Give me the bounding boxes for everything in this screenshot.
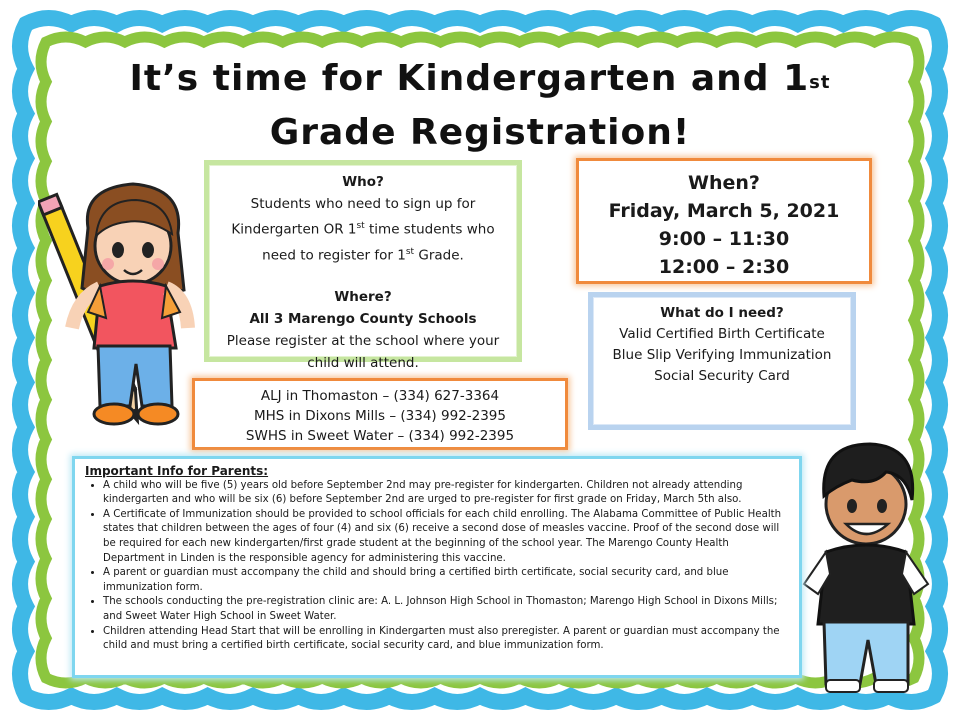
list-item: • A parent or guardian must accompany the child and should bring a certified birth certificate, social security card, and blue immunization form. <box>103 566 789 595</box>
where-text: Please register at the school where your child will attend. <box>226 333 500 371</box>
list-item: • Children attending Head Start that will be enrolling in Kindergarten must also preregister. A parent or guardian must accompany the child and must bring a certified birth certificate, social security card, and blue immunization form. <box>103 625 789 654</box>
when-time-1: 9:00 – 11:30 <box>658 228 790 250</box>
school-contact: SWHS in Sweet Water – (334) 992-2395 <box>245 428 515 444</box>
schools-contact-box <box>192 378 568 450</box>
important-info-box <box>72 456 802 678</box>
school-contact: ALJ in Thomaston – (334) 627-3364 <box>260 388 500 404</box>
when-heading: When? <box>688 172 760 194</box>
requirement-item: Valid Certified Birth Certificate <box>619 326 825 342</box>
when-box <box>576 158 872 284</box>
where-heading: Where? <box>334 289 392 305</box>
boy-illustration <box>790 434 940 696</box>
who-where-box <box>204 160 522 371</box>
girl-with-pencil-illustration <box>38 178 208 436</box>
list-item: • A child who will be five (5) years old before September 2nd may pre-register for kindergarten. Children not already attending kindergarten and who will be six (6) before September 2nd are urged to pre-register for first grade on Friday, March 5th also. <box>103 479 789 508</box>
when-date: Friday, March 5, 2021 <box>608 200 840 222</box>
important-info-heading: Important Info for Parents: <box>85 464 269 478</box>
requirements-box <box>588 292 856 430</box>
who-heading: Who? <box>342 174 384 190</box>
list-item: • A Certificate of Immunization should be provided to school officials for each child enrolling. The Alabama Committee of Public Health states that children between the ages of four (4) and six (6) receive a second dose of measles vaccine. Proof of the second dose will be required for each new kindergarten/first grade student at the beginning of the school year. The Marengo County Health Department in Linden is the responsible agency for administering this vaccine. <box>103 508 789 566</box>
requirement-item: Social Security Card <box>654 368 790 384</box>
list-item: • The schools conducting the pre-registration clinic are: A. L. Johnson High School in Thomaston; Marengo High School in Dixons Mills; and Sweet Water High School in Sweet Water. <box>103 595 789 624</box>
page-title: It’s time for Kindergarten and 1st Grade Registration! <box>129 58 831 153</box>
where-schools: All 3 Marengo County Schools <box>249 311 477 327</box>
when-time-2: 12:00 – 2:30 <box>658 256 790 278</box>
requirements-heading: What do I need? <box>660 305 784 321</box>
who-text: Students who need to sign up for Kindergarten OR 1st time students who need to register for 1st Grade. <box>231 196 495 263</box>
important-info-list <box>85 479 789 654</box>
school-contact: MHS in Dixons Mills – (334) 992-2395 <box>254 408 506 424</box>
requirement-item: Blue Slip Verifying Immunization <box>612 347 832 363</box>
